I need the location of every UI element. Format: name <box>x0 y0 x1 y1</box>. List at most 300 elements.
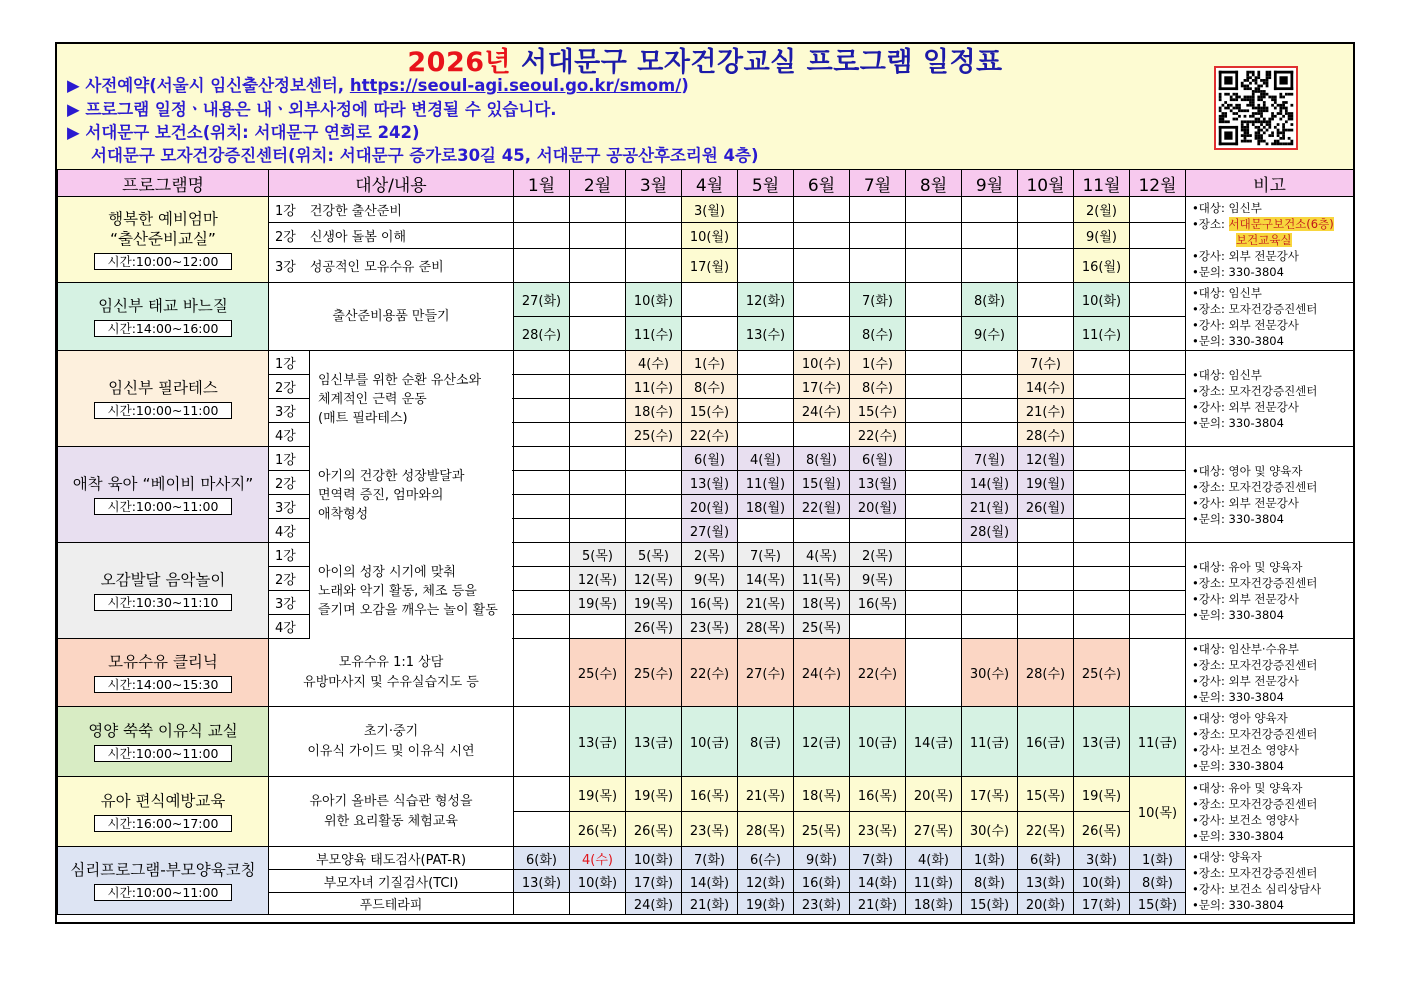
lecture-content: 건강한 출산준비 <box>309 204 402 219</box>
lecture-number: 4강 <box>275 621 296 636</box>
note-line <box>1192 415 1353 431</box>
schedule-cell <box>962 223 1018 249</box>
program-content: 임신부를 위한 순환 유산소와 <box>318 372 482 388</box>
schedule-cell: 17(화) <box>626 870 682 893</box>
program-name-cell <box>58 447 269 543</box>
schedule-cell: 2(월) <box>1074 197 1130 223</box>
schedule-cell <box>1130 283 1186 317</box>
schedule-cell: 28(목) <box>738 812 794 847</box>
schedule-cell: 3(화) <box>1074 847 1130 870</box>
schedule-cell: 18(월) <box>738 495 794 519</box>
schedule-cell: 9(목) <box>682 567 738 591</box>
program-name-cell <box>58 847 269 915</box>
schedule-cell <box>570 423 626 447</box>
schedule-cell: 9(수) <box>962 317 1018 351</box>
program-name: 모유수유 클리닉 <box>108 652 218 671</box>
program-content: 애착형성 <box>318 506 369 522</box>
location-line-1: ▶ 서대문구 보건소(위치: 서대문구 연희로 242) <box>67 123 420 142</box>
program-content: 즐기며 오감을 깨우는 놀이 활동 <box>318 602 498 618</box>
schedule-cell <box>1130 317 1186 351</box>
program-description <box>309 447 512 543</box>
schedule-cell <box>906 351 962 375</box>
schedule-cell <box>906 249 962 283</box>
note-line <box>1192 657 1353 673</box>
note-line <box>1192 897 1353 913</box>
schedule-cell <box>514 423 570 447</box>
program-time: 시간:10:30~11:10 <box>94 594 232 611</box>
notes-cell <box>1186 351 1354 447</box>
program-name-cell <box>58 707 269 777</box>
schedule-cell <box>1130 639 1186 707</box>
header-feb: 2월 <box>570 170 626 197</box>
schedule-cell <box>1130 567 1186 591</box>
schedule-cell: 28(수) <box>1018 639 1074 707</box>
schedule-cell <box>570 249 626 283</box>
schedule-cell <box>738 399 794 423</box>
notes-cell <box>1186 847 1354 915</box>
program-name: 행복한 예비엄마 <box>108 209 218 228</box>
lecture-number: 1강 <box>275 453 296 468</box>
note-line <box>1192 216 1353 232</box>
schedule-cell: 5(목) <box>626 543 682 567</box>
title-year: 2026년 <box>407 47 512 78</box>
schedule-cell: 16(목) <box>850 591 906 615</box>
header-content: 대상/내용 <box>269 170 514 197</box>
note-text: •장소: 모자건강증진센터 <box>1192 479 1318 494</box>
note-line <box>1192 200 1353 216</box>
note-text: •대상: 유아 및 양육자 <box>1192 780 1303 795</box>
note-line <box>1192 367 1353 383</box>
note-text: •대상: 임산부·수유부 <box>1192 641 1299 656</box>
program-content: 유방마사지 및 수유실습지도 등 <box>303 674 479 690</box>
note-text: •문의: 330-3804 <box>1192 333 1284 348</box>
schedule-cell: 15(월) <box>794 471 850 495</box>
schedule-cell <box>514 375 570 399</box>
content-cell <box>269 870 514 893</box>
content-cell <box>269 893 514 915</box>
schedule-cell: 7(화) <box>850 283 906 317</box>
program-time: 시간:14:00~15:30 <box>94 676 232 693</box>
schedule-cell <box>1130 399 1186 423</box>
schedule-cell <box>906 197 962 223</box>
lecture-cell <box>269 197 514 223</box>
lecture-number: 1강 <box>275 549 296 564</box>
schedule-cell: 2(목) <box>850 543 906 567</box>
schedule-cell <box>906 283 962 317</box>
program-content: 아이의 성장 시기에 맞춰 <box>318 564 456 580</box>
lecture-number: 2강 <box>275 381 296 396</box>
note-text: •강사: 외부 전문강사 <box>1192 591 1299 606</box>
lecture-number: 2강 <box>275 477 296 492</box>
program-content: 노래와 악기 활동, 체조 등을 <box>318 583 477 599</box>
schedule-cell: 9(화) <box>794 847 850 870</box>
schedule-cell <box>738 351 794 375</box>
note-text: •문의: 330-3804 <box>1192 758 1284 773</box>
schedule-cell: 27(목) <box>906 812 962 847</box>
note-line <box>1192 742 1353 758</box>
schedule-cell <box>738 249 794 283</box>
note-line <box>1192 399 1353 415</box>
schedule-cell: 8(수) <box>850 317 906 351</box>
schedule-cell: 5(목) <box>570 543 626 567</box>
page-title <box>57 46 1353 80</box>
schedule-cell: 26(목) <box>626 615 682 639</box>
schedule-cell <box>1074 399 1130 423</box>
schedule-cell: 10(월) <box>682 223 738 249</box>
program-description <box>309 351 512 447</box>
program-time: 시간:10:00~11:00 <box>94 884 232 901</box>
schedule-cell: 4(월) <box>738 447 794 471</box>
lecture-number: 1강 <box>275 204 296 219</box>
schedule-cell: 30(수) <box>962 639 1018 707</box>
note-line <box>1192 559 1353 575</box>
schedule-cell: 13(월) <box>850 471 906 495</box>
program-name: 영양 쑥쑥 이유식 교실 <box>88 721 238 740</box>
schedule-cell <box>1018 283 1074 317</box>
schedule-cell: 10(화) <box>626 283 682 317</box>
location-line-2: 서대문구 모자건강증진센터(위치: 서대문구 증가로30길 45, 서대문구 공공산후조리원 4층) <box>91 146 759 165</box>
note-text: •대상: 영아 양육자 <box>1192 710 1288 725</box>
lecture-number: 2강 <box>275 230 296 245</box>
schedule-cell <box>906 471 962 495</box>
schedule-cell <box>514 812 570 847</box>
schedule-cell <box>1018 519 1074 543</box>
schedule-cell: 7(월) <box>962 447 1018 471</box>
schedule-cell <box>682 317 738 351</box>
program-content: (매트 필라테스) <box>318 410 408 426</box>
schedule-cell <box>850 249 906 283</box>
schedule-cell <box>794 423 850 447</box>
schedule-cell <box>514 197 570 223</box>
program-time: 시간:10:00~12:00 <box>94 253 232 270</box>
schedule-cell: 7(화) <box>850 847 906 870</box>
schedule-cell: 22(수) <box>682 639 738 707</box>
schedule-cell: 16(금) <box>1018 707 1074 777</box>
program-name-cell <box>58 283 269 351</box>
program-content: 부모자녀 기질검사(TCI) <box>323 875 459 891</box>
schedule-cell <box>738 519 794 543</box>
note-text: •대상: 유아 및 양육자 <box>1192 559 1303 574</box>
note-line <box>1192 463 1353 479</box>
note-text: •장소: 모자건강증진센터 <box>1192 657 1318 672</box>
schedule-cell <box>514 639 570 707</box>
schedule-cell <box>570 223 626 249</box>
schedule-cell <box>514 615 570 639</box>
schedule-cell: 20(화) <box>1018 893 1074 915</box>
schedule-cell: 21(목) <box>738 777 794 812</box>
program-content: 이유식 가이드 및 이유식 시연 <box>307 743 475 759</box>
program-name-cell <box>58 543 269 639</box>
schedule-cell: 23(목) <box>682 615 738 639</box>
schedule-cell <box>514 399 570 423</box>
program-name-cell <box>58 197 269 283</box>
content-cell <box>269 283 514 351</box>
note-line <box>1192 248 1353 264</box>
note-line <box>1192 710 1353 726</box>
note-text: •장소: 모자건강증진센터 <box>1192 726 1318 741</box>
schedule-cell <box>906 543 962 567</box>
note-text: •강사: 외부 전문강사 <box>1192 399 1299 414</box>
program-name: 유아 편식예방교육 <box>100 791 226 810</box>
note-text: •문의: 330-3804 <box>1192 689 1284 704</box>
schedule-cell: 6(월) <box>682 447 738 471</box>
header-nov: 11월 <box>1074 170 1130 197</box>
schedule-cell <box>906 223 962 249</box>
schedule-cell: 10(화) <box>626 847 682 870</box>
notes-cell <box>1186 447 1354 543</box>
lecture-number: 4강 <box>275 525 296 540</box>
schedule-cell <box>1074 519 1130 543</box>
schedule-cell: 23(목) <box>682 812 738 847</box>
header-oct: 10월 <box>1018 170 1074 197</box>
schedule-cell: 18(화) <box>906 893 962 915</box>
schedule-cell: 10(화) <box>1074 283 1130 317</box>
schedule-cell: 2(목) <box>682 543 738 567</box>
content-cell <box>269 707 514 777</box>
schedule-cell <box>850 223 906 249</box>
schedule-cell <box>906 519 962 543</box>
schedule-cell <box>514 351 570 375</box>
schedule-cell <box>1130 519 1186 543</box>
schedule-cell <box>1130 249 1186 283</box>
program-content: 아기의 건강한 성장발달과 <box>318 468 465 484</box>
note-line <box>1192 479 1353 495</box>
header-notes: 비고 <box>1186 170 1354 197</box>
schedule-cell: 1(수) <box>850 351 906 375</box>
schedule-cell <box>626 495 682 519</box>
schedule-cell <box>1130 495 1186 519</box>
schedule-cell <box>570 519 626 543</box>
schedule-cell: 1(수) <box>682 351 738 375</box>
header-apr: 4월 <box>682 170 738 197</box>
lecture-number: 1강 <box>275 357 296 372</box>
schedule-cell: 22(수) <box>850 639 906 707</box>
schedule-cell: 8(화) <box>962 283 1018 317</box>
lecture-number: 3강 <box>275 405 296 420</box>
schedule-cell <box>738 197 794 223</box>
schedule-cell: 11(수) <box>1074 317 1130 351</box>
lecture-number: 4강 <box>275 429 296 444</box>
note-text: •대상: 임신부 <box>1192 285 1262 300</box>
schedule-cell: 4(수) <box>570 847 626 870</box>
schedule-cell <box>626 471 682 495</box>
note-text: •강사: 외부 전문강사 <box>1192 317 1299 332</box>
note-text: •장소: 모자건강증진센터 <box>1192 865 1318 880</box>
schedule-cell <box>626 223 682 249</box>
schedule-cell: 13(금) <box>626 707 682 777</box>
schedule-cell: 11(월) <box>738 471 794 495</box>
schedule-cell: 16(화) <box>794 870 850 893</box>
lecture-number: 3강 <box>275 260 296 275</box>
schedule-cell <box>1018 197 1074 223</box>
schedule-cell: 25(수) <box>570 639 626 707</box>
reservation-link[interactable]: https://seoul-agi.seoul.go.kr/smom/ <box>349 76 682 95</box>
schedule-cell <box>1074 591 1130 615</box>
schedule-cell <box>906 567 962 591</box>
schedule-cell <box>962 543 1018 567</box>
content-cell <box>269 847 514 870</box>
schedule-cell: 13(금) <box>1074 707 1130 777</box>
schedule-cell <box>514 447 570 471</box>
note-text: •문의: 330-3804 <box>1192 511 1284 526</box>
schedule-cell <box>850 519 906 543</box>
header-sep: 9월 <box>962 170 1018 197</box>
schedule-cell: 19(월) <box>1018 471 1074 495</box>
program-time: 시간:14:00~16:00 <box>94 320 232 337</box>
schedule-cell <box>570 471 626 495</box>
note-line <box>1192 607 1353 623</box>
schedule-cell: 17(목) <box>962 777 1018 812</box>
schedule-cell: 14(목) <box>738 567 794 591</box>
schedule-cell: 28(목) <box>738 615 794 639</box>
notes-cell <box>1186 197 1354 283</box>
qr-code-icon[interactable] <box>1214 66 1298 150</box>
schedule-cell <box>1130 197 1186 223</box>
note-text: •문의: 330-3804 <box>1192 828 1284 843</box>
note-text: •장소: <box>1192 216 1229 231</box>
schedule-cell: 10(화) <box>570 870 626 893</box>
header-mar: 3월 <box>626 170 682 197</box>
table-row <box>58 351 1354 375</box>
schedule-cell: 4(목) <box>794 543 850 567</box>
note-line <box>1192 812 1353 828</box>
note-text: •문의: 330-3804 <box>1192 607 1284 622</box>
schedule-cell: 7(목) <box>738 543 794 567</box>
note-line <box>1192 726 1353 742</box>
schedule-cell: 17(화) <box>1074 893 1130 915</box>
lecture-number: 2강 <box>275 573 296 588</box>
table-row <box>58 639 1354 707</box>
schedule-cell: 16(목) <box>682 777 738 812</box>
schedule-cell <box>1130 423 1186 447</box>
schedule-cell <box>514 471 570 495</box>
schedule-cell: 20(월) <box>850 495 906 519</box>
schedule-cell <box>570 615 626 639</box>
schedule-cell <box>514 893 570 915</box>
program-content: 부모양육 태도검사(PAT-R) <box>315 852 467 868</box>
schedule-cell <box>514 543 570 567</box>
schedule-cell <box>570 399 626 423</box>
schedule-cell <box>1074 615 1130 639</box>
schedule-cell <box>514 707 570 777</box>
schedule-cell <box>1130 543 1186 567</box>
note-line <box>1192 849 1353 865</box>
content-cell <box>269 777 514 847</box>
schedule-cell: 10(금) <box>682 707 738 777</box>
schedule-cell <box>626 519 682 543</box>
schedule-cell <box>1018 567 1074 591</box>
program-content: 초기·중기 <box>363 723 419 739</box>
schedule-cell: 12(목) <box>626 567 682 591</box>
notes-cell <box>1186 777 1354 847</box>
note-text: •강사: 보건소 영양사 <box>1192 742 1299 757</box>
schedule-cell: 13(금) <box>570 707 626 777</box>
note-text: •대상: 영아 및 양육자 <box>1192 463 1303 478</box>
table-row <box>58 777 1354 812</box>
schedule-cell: 14(수) <box>1018 375 1074 399</box>
note-line <box>1192 881 1353 897</box>
note-text: •대상: 임신부 <box>1192 200 1262 215</box>
note-line <box>1192 796 1353 812</box>
note-line <box>1192 383 1353 399</box>
schedule-cell: 6(화) <box>1018 847 1074 870</box>
schedule-cell <box>514 223 570 249</box>
schedule-cell <box>850 197 906 223</box>
schedule-cell: 16(목) <box>682 591 738 615</box>
schedule-cell <box>962 375 1018 399</box>
schedule-cell <box>738 423 794 447</box>
note-text: •강사: 외부 전문강사 <box>1192 495 1299 510</box>
schedule-cell <box>962 197 1018 223</box>
schedule-cell: 9(월) <box>1074 223 1130 249</box>
schedule-cell: 14(월) <box>962 471 1018 495</box>
schedule-cell: 7(화) <box>682 847 738 870</box>
note-text: •문의: 330-3804 <box>1192 415 1284 430</box>
schedule-cell <box>962 423 1018 447</box>
note-line <box>1192 865 1353 881</box>
schedule-cell <box>626 249 682 283</box>
schedule-cell <box>514 777 570 812</box>
note-text: •강사: 외부 전문강사 <box>1192 673 1299 688</box>
table-row <box>58 707 1354 777</box>
schedule-cell: 11(목) <box>794 567 850 591</box>
schedule-cell <box>570 375 626 399</box>
schedule-cell: 9(목) <box>850 567 906 591</box>
schedule-cell: 19(목) <box>626 591 682 615</box>
schedule-cell: 14(금) <box>906 707 962 777</box>
schedule-cell: 25(수) <box>1074 639 1130 707</box>
program-time: 시간:16:00~17:00 <box>94 815 232 832</box>
schedule-cell <box>514 567 570 591</box>
program-name: 임신부 태교 바느질 <box>98 296 228 315</box>
header-jul: 7월 <box>850 170 906 197</box>
schedule-cell: 13(월) <box>682 471 738 495</box>
schedule-cell <box>850 615 906 639</box>
schedule-cell <box>962 567 1018 591</box>
schedule-cell: 15(수) <box>850 399 906 423</box>
schedule-cell <box>962 351 1018 375</box>
schedule-cell: 19(목) <box>570 777 626 812</box>
schedule-cell: 24(수) <box>794 639 850 707</box>
note-line <box>1192 641 1353 657</box>
schedule-cell: 23(목) <box>850 812 906 847</box>
schedule-cell <box>514 591 570 615</box>
schedule-cell: 8(금) <box>738 707 794 777</box>
schedule-cell: 20(월) <box>682 495 738 519</box>
schedule-cell: 8(월) <box>794 447 850 471</box>
schedule-cell: 12(화) <box>738 870 794 893</box>
note-text: •대상: 임신부 <box>1192 367 1262 382</box>
program-content: 체계적인 근력 운동 <box>318 391 427 407</box>
schedule-cell: 11(금) <box>1130 707 1186 777</box>
schedule-cell <box>962 615 1018 639</box>
schedule-cell <box>570 283 626 317</box>
schedule-cell: 12(월) <box>1018 447 1074 471</box>
schedule-document <box>55 42 1355 924</box>
note-line <box>1192 511 1353 527</box>
schedule-cell <box>570 317 626 351</box>
schedule-cell <box>626 447 682 471</box>
schedule-cell <box>1018 223 1074 249</box>
schedule-cell <box>1018 615 1074 639</box>
table-row <box>58 447 1354 471</box>
schedule-cell <box>570 351 626 375</box>
note-line <box>1192 591 1353 607</box>
schedule-cell: 13(화) <box>1018 870 1074 893</box>
schedule-cell: 15(목) <box>1018 777 1074 812</box>
schedule-cell: 8(수) <box>850 375 906 399</box>
schedule-cell <box>1130 351 1186 375</box>
